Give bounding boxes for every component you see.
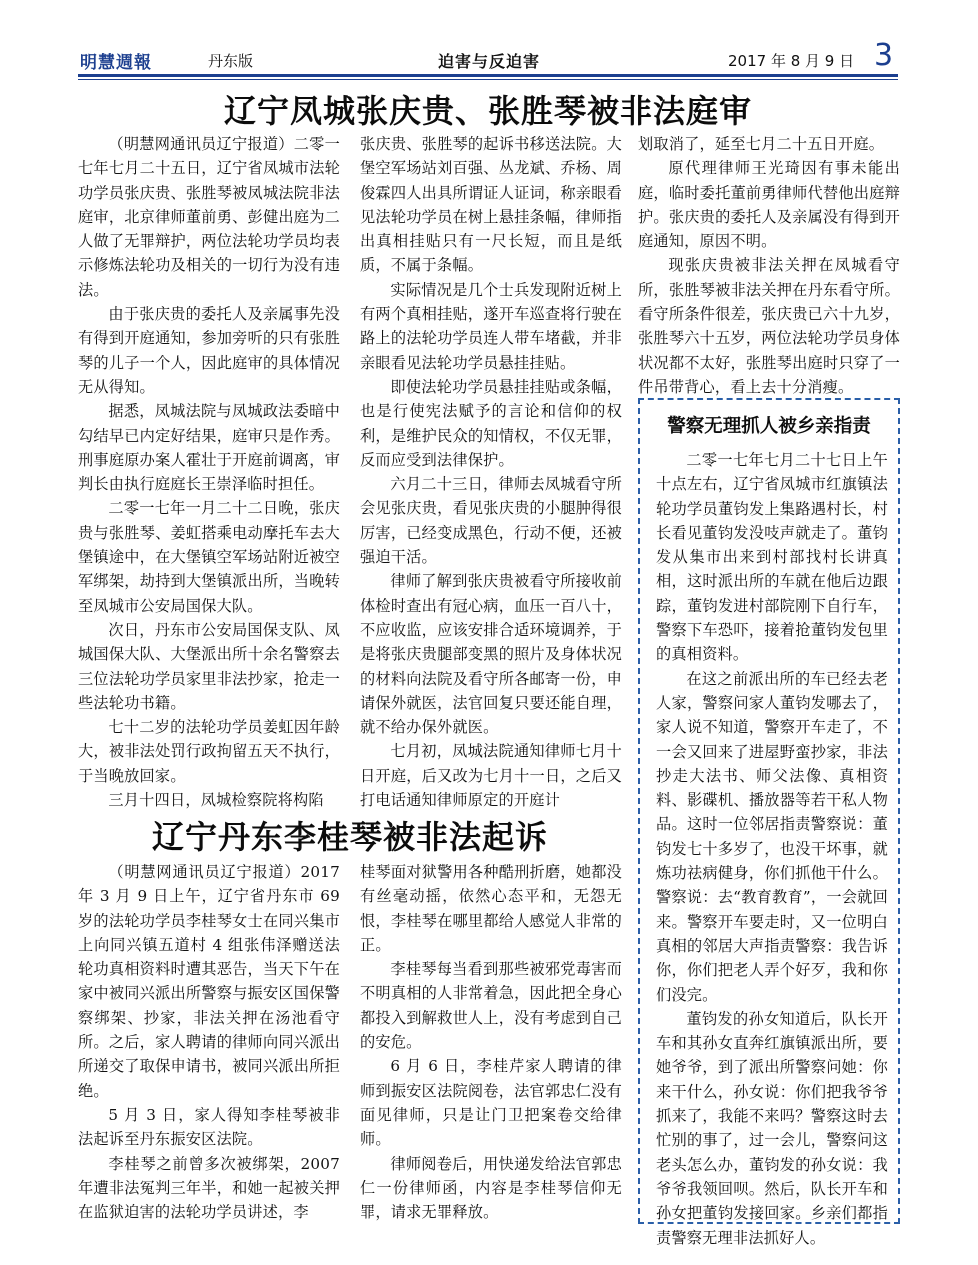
article1-paragraph: （明慧网通讯员辽宁报道）二零一七年七月二十五日，辽宁省凤城市法轮功学员张庆贵、张胜琴被凤城法院非法庭审，北京律师董前勇、彭健出庭为二人做了无罪辩护，两位法轮功学员均表示修炼法轮功及相关的一切行为没有违法。 (78, 135, 340, 299)
edition-label: 丹东版 (208, 52, 254, 70)
article1-paragraph: 三月十四日，凤城检察院将构陷 (108, 791, 324, 810)
article1-paragraph: 律师了解到张庆贵被看守所接收前体检时查出有冠心病，血压一百八十，不应收监，应该安排合适环境调养，于是将张庆贵腿部变黑的照片及身体状况的材料向法院及看守所各邮寄一份，申请保外就医，法官回复只要还能自理，就不给办保外就医。 (360, 572, 622, 737)
article2-paragraph: （明慧网通讯员辽宁报道）2017年 3 月 9 日上午，辽宁省丹东市 69岁的法轮功学员李桂琴女士在同兴集市上向同兴镇五道村 4 组张伟泽赠送法轮功真相资料时遭其恶告，当天下午在家中被同兴派出所警察与振安区国保警察绑架、抄家，非法关押在汤池看守所。之后，家人聘请的律师向同兴派出所递交了取保申请书，被同兴派出所拒绝。 (78, 863, 340, 1100)
article2-paragraph: 李桂琴每当看到那些被邪党毒害而不明真相的人非常着急，因此把全身心都投入到解救世人上，没有考虑到自己的安危。 (360, 960, 622, 1052)
article1-paragraph: 张庆贵、张胜琴的起诉书移送法院。大堡空军场站刘百强、丛龙斌、乔杨、周俊霖四人出具所谓证人证词，称亲眼看见法轮功学员在树上悬挂条幅，律师指出真相挂贴只有一尺长短，而且是纸质，不属于条幅。 (360, 135, 622, 275)
article1-paragraph: 由于张庆贵的委托人及亲属事先没有得到开庭通知，参加旁听的只有张胜琴的儿子一个人，因此庭审的具体情况无从得知。 (78, 305, 340, 396)
article1-column-3 (638, 132, 900, 396)
page-number: 3 (874, 38, 894, 73)
article2-headline: 辽宁丹东李桂琴被非法起诉 (151, 818, 548, 856)
article1-paragraph: 二零一七年一月二十二日晚，张庆贵与张胜琴、姜虹搭乘电动摩托车去大堡镇途中，在大堡镇空军场站附近被空军绑架，劫持到大堡镇派出所，当晚转至凤城市公安局国保大队。 (78, 499, 340, 615)
article1-headline: 辽宁凤城张庆贵、张胜琴被非法庭审 (223, 92, 752, 130)
issue-date: 2017 年 8 月 9 日 (728, 52, 855, 70)
article1-paragraph: 据悉，凤城法院与凤城政法委暗中勾结早已内定好结果，庭审只是作秀。刑事庭原办案人霍壮于开庭前调离，审判长由执行庭庭长王崇泽临时担任。 (78, 402, 340, 494)
section-title: 迫害与反迫害 (438, 52, 541, 71)
sidebar-paragraph: 二零一七年七月二十七日上午十点左右，辽宁省凤城市红旗镇法轮功学员董钧发上集路遇村长，村长看见董钧发没吱声就走了。董钧发从集市出来到村部找村长讲真相，这时派出所的车就在他后边跟踪，董钧发进村部院刚下自行车，警察下车恐吓，接着抢董钧发包里的真相资料。 (656, 451, 888, 664)
article2-paragraph: 6 月 6 日，李桂芹家人聘请的律师到振安区法院阅卷，法官郭忠仁没有面见律师，只是让门卫把案卷交给律师。 (360, 1057, 622, 1149)
article1-paragraph: 七月初，凤城法院通知律师七月十日开庭，后又改为七月十一日，之后又打电话通知律师原定的开庭计 (360, 742, 622, 810)
paper-name: 明慧週報 (80, 53, 152, 73)
article1-paragraph: 实际情况是几个士兵发现附近树上有两个真相挂贴，遂开车巡查将行驶在路上的法轮功学员连人带车堵截，并非亲眼看见法轮功学员悬挂挂贴。 (360, 280, 622, 372)
article1-paragraph: 原代理律师王光琦因有事未能出庭，临时委托董前勇律师代替他出庭辩护。张庆贵的委托人及亲属没有得到开庭通知，原因不明。 (638, 159, 900, 251)
article2-paragraph: 李桂琴之前曾多次被绑架，2007年遭非法冤判三年半，和她一起被关押在监狱迫害的法轮功学员讲述，李 (78, 1154, 340, 1222)
article2-paragraph: 桂琴面对狱警用各种酷刑折磨，她都没有丝毫动摇，依然心态平和，无怨无恨，李桂琴在哪里都给人感觉人非常的正。 (360, 863, 622, 954)
article1-paragraph: 即使法轮功学员悬挂挂贴或条幅，也是行使宪法赋予的言论和信仰的权利，是维护民众的知情权，不仅无罪，反而应受到法律保护。 (360, 377, 622, 469)
article2-paragraph: 5 月 3 日，家人得知李桂琴被非法起诉至丹东振安区法院。 (78, 1105, 340, 1149)
article1-paragraph: 七十二岁的法轮功学员姜虹因年龄大，被非法处罚行政拘留五天不执行，于当晚放回家。 (78, 718, 340, 785)
article1-column-2 (360, 132, 622, 810)
sidebar-paragraph: 董钧发的孙女知道后，队长开车和其孙女直奔红旗镇派出所，要她爷爷，到了派出所警察问她：你来干什么，孙女说：你们把我爷爷抓来了，我能不来吗？警察这时去忙别的事了，过一会儿，警察问这老头怎么办，董钧发的孙女说：我爷爷我领回呗。然后，队长开车和孙女把董钧发接回家。乡亲们都指责警察无理非法抓好人。 (656, 1009, 888, 1247)
masthead-rule-thin (78, 79, 898, 80)
sidebar-paragraph: 在这之前派出所的车已经去老人家，警察问家人董钧发哪去了，家人说不知道，警察开车走了，不一会又回来了进屋野蛮抄家，非法抄走大法书、师父法像、真相资料、影碟机、播放器等若干私人物品。这时一位邻居指责警察说：董钧发七十多岁了，也没干坏事，就炼功祛病健身，你们抓他干什么。警察说：去“教育教育”，一会就回来。警察开车要走时，又一位明白真相的邻居大声指责警察：我告诉你，你们把老人弄个好歹，我和你们没完。 (656, 669, 888, 1004)
article1-paragraph: 六月二十三日，律师去凤城看守所会见张庆贵，看见张庆贵的小腿肿得很厉害，已经变成黑色，行动不便，还被强迫干活。 (360, 475, 622, 567)
article1-paragraph: 划取消了，延至七月二十五日开庭。 (638, 135, 885, 153)
article2-column-2 (360, 860, 622, 1220)
article1-column-1 (78, 132, 340, 810)
article1-paragraph: 次日，丹东市公安局国保支队、凤城国保大队、大堡派出所十余名警察去三位法轮功学员家里非法抄家，抢走一些法轮功书籍。 (78, 620, 340, 712)
article2-column-1 (78, 860, 340, 1220)
sidebar-box (638, 398, 900, 1247)
masthead-rule (78, 74, 898, 77)
article2-paragraph: 律师阅卷后，用快递发给法官郭忠仁一份律师函，内容是李桂琴信仰无罪，请求无罪释放。 (360, 1154, 622, 1222)
sidebar-headline: 警察无理抓人被乡亲指责 (667, 416, 871, 437)
sidebar-body (656, 448, 888, 1250)
article1-paragraph: 现张庆贵被非法关押在凤城看守所，张胜琴被非法关押在丹东看守所。看守所条件很差，张庆贵已六十九岁，张胜琴六十五岁，两位法轮功学员身体状况都不太好，张胜琴出庭时只穿了一件吊带背心，看上去十分消瘦。 (638, 256, 900, 396)
masthead (78, 38, 898, 76)
